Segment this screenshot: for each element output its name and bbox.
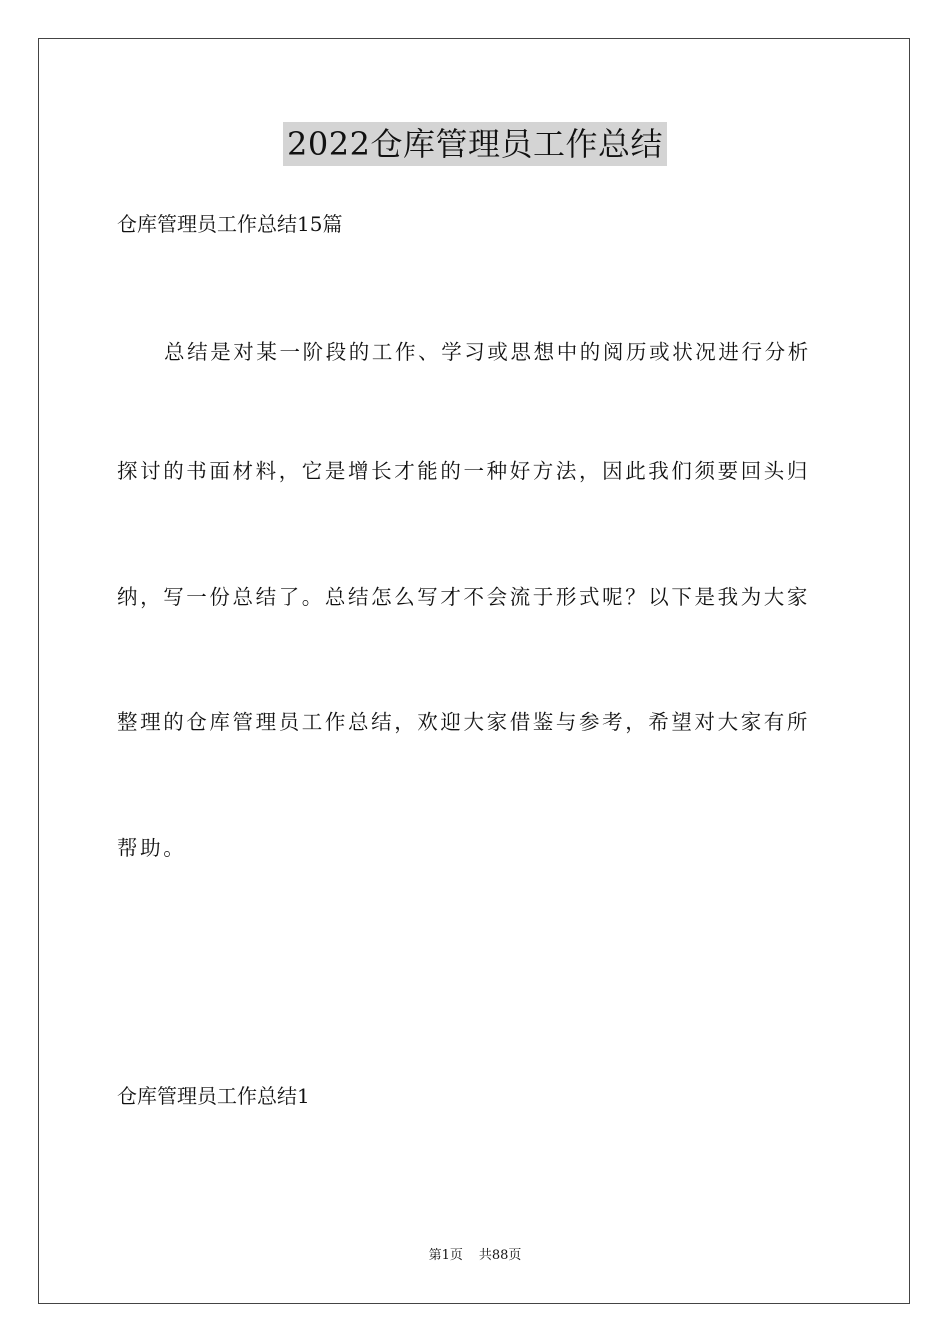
document-title: 2022仓库管理员工作总结 [283, 122, 667, 166]
page-number: 第1页 [428, 1248, 463, 1263]
document-subtitle: 仓库管理员工作总结15篇 [117, 212, 343, 236]
paragraph-line-1: 总结是对某一阶段的工作、学习或思想中的阅历或状况进行分析 [164, 340, 811, 364]
paragraph-line-4: 整理的仓库管理员工作总结，欢迎大家借鉴与参考，希望对大家有所 [117, 710, 810, 734]
paragraph-line-5: 帮助。 [117, 836, 187, 860]
paragraph-line-2: 探讨的书面材料，它是增长才能的一种好方法，因此我们须要回头归 [117, 459, 810, 483]
paragraph-line-3: 纳，写一份总结了。总结怎么写才不会流于形式呢？以下是我为大家 [117, 585, 810, 609]
page-total: 共88页 [478, 1248, 522, 1263]
title-container [0, 122, 950, 166]
section-heading: 仓库管理员工作总结1 [117, 1084, 310, 1108]
page-footer [0, 1247, 950, 1265]
